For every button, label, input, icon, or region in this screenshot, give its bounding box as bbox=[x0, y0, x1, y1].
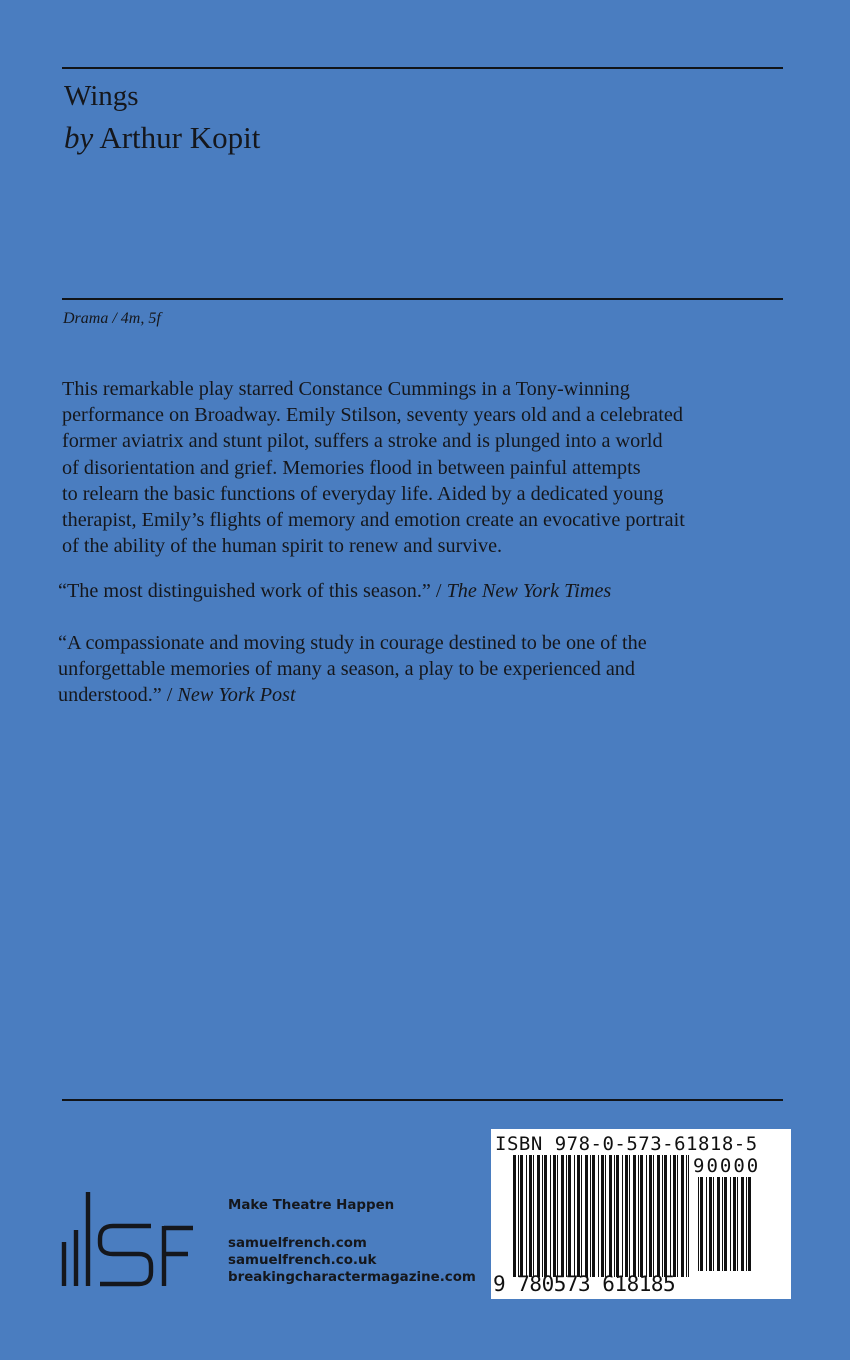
blurb-line: of disorientation and grief. Memories flood in between painful attempts bbox=[62, 456, 641, 479]
blurb-line: to relearn the basic functions of everyday life. Aided by a dedicated young bbox=[62, 482, 664, 505]
publisher-links bbox=[228, 1235, 476, 1286]
isbn-barcode bbox=[491, 1129, 791, 1299]
quote-text: “The most distinguished work of this season.” / bbox=[58, 580, 447, 602]
genre-rule bbox=[62, 298, 783, 300]
quote-text: understood.” / bbox=[58, 684, 178, 707]
quote-line: unforgettable memories of many a season, a play to be experienced and bbox=[58, 658, 635, 681]
sf-logo bbox=[60, 1190, 200, 1290]
by-label: by bbox=[64, 120, 94, 155]
book-title: Wings bbox=[64, 80, 139, 112]
blurb bbox=[62, 376, 802, 559]
price-code: 90000 bbox=[693, 1155, 761, 1177]
footer-rule bbox=[62, 1099, 783, 1101]
review-quote-nyt bbox=[58, 578, 798, 604]
link-samuelfrench-co-uk[interactable]: samuelfrench.co.uk bbox=[228, 1253, 377, 1268]
book-author bbox=[64, 120, 260, 156]
review-quote-nypost bbox=[58, 630, 798, 709]
ean-digits: 9 780573 618185 bbox=[493, 1272, 676, 1296]
publisher-tagline: Make Theatre Happen bbox=[228, 1198, 395, 1213]
quote-source: The New York Times bbox=[446, 580, 612, 602]
ean-bars bbox=[491, 1129, 791, 1279]
blurb-line: former aviatrix and stunt pilot, suffers a stroke and is plunged into a world bbox=[62, 430, 663, 453]
top-rule bbox=[62, 67, 783, 69]
blurb-line: therapist, Emily’s flights of memory and emotion create an evocative portrait bbox=[62, 509, 685, 532]
blurb-line: performance on Broadway. Emily Stilson, seventy years old and a celebrated bbox=[62, 404, 683, 427]
blurb-line: This remarkable play starred Constance Cummings in a Tony-winning bbox=[62, 378, 630, 400]
genre-cast: Drama / 4m, 5f bbox=[63, 310, 161, 327]
isbn-number: ISBN 978-0-573-61818-5 bbox=[495, 1133, 758, 1155]
quote-line bbox=[58, 578, 798, 604]
link-breakingcharacter[interactable]: breakingcharactermagazine.com bbox=[228, 1270, 476, 1285]
quote-line bbox=[58, 682, 798, 708]
quote-line: “A compassionate and moving study in courage destined to be one of the bbox=[58, 632, 647, 654]
author-name: Arthur Kopit bbox=[99, 120, 261, 155]
link-samuelfrench-com[interactable]: samuelfrench.com bbox=[228, 1236, 367, 1251]
quote-source: New York Post bbox=[177, 684, 296, 707]
blurb-line: of the ability of the human spirit to renew and survive. bbox=[62, 535, 503, 558]
